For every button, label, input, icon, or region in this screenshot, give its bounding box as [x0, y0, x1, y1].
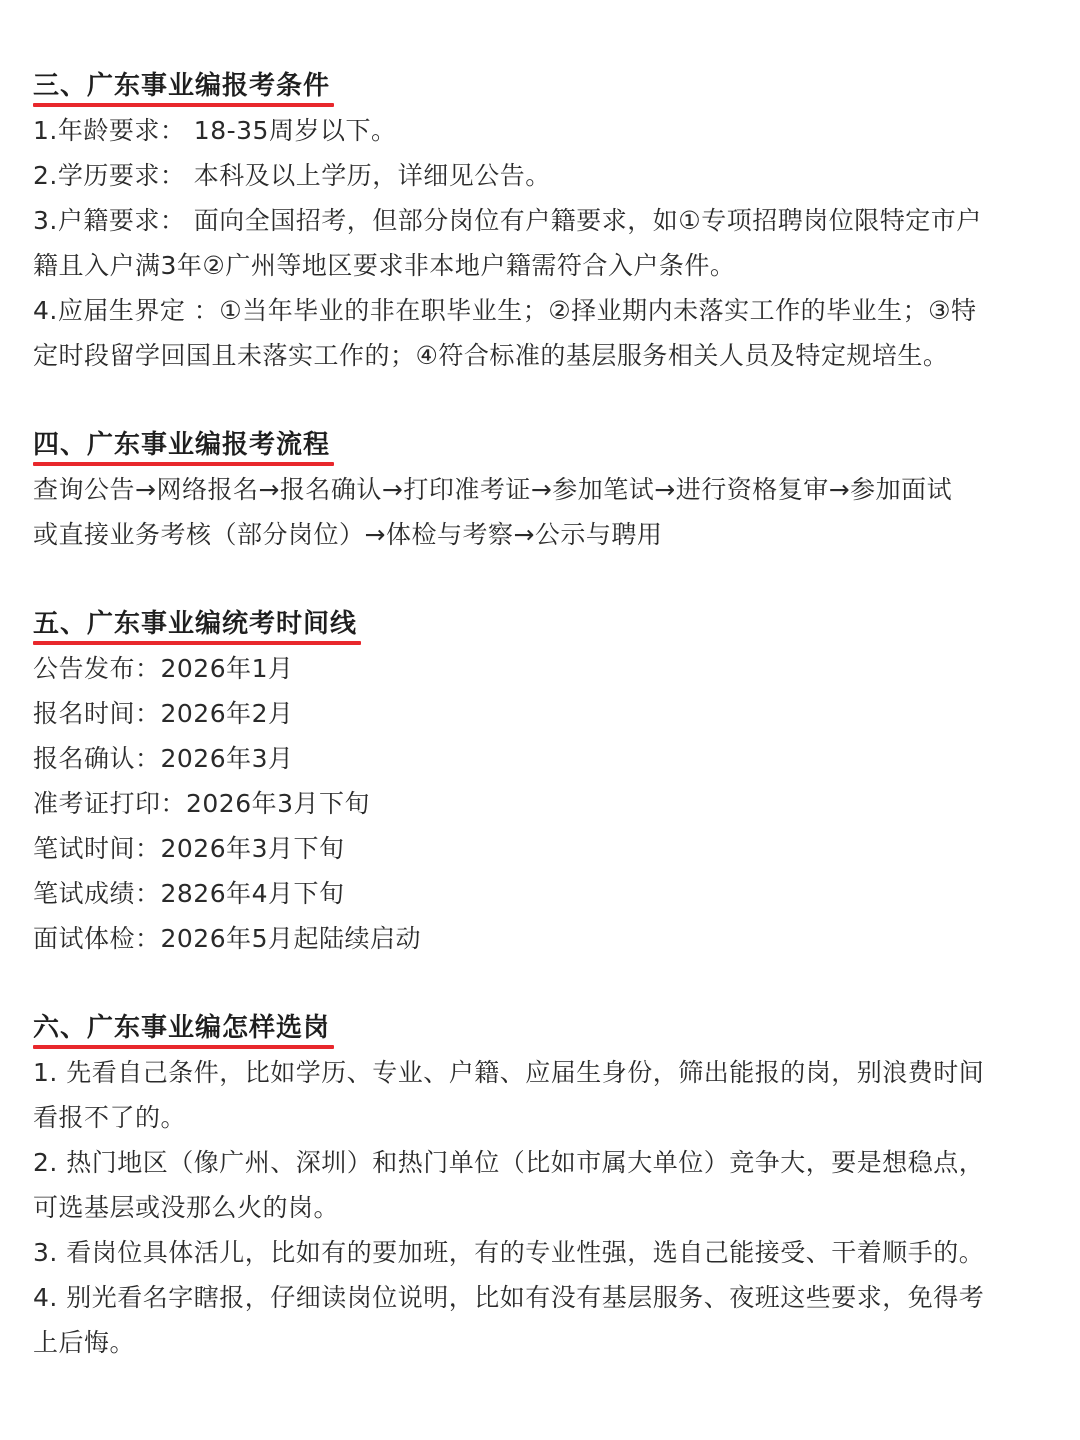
text-line: 4.应届生界定 ：①当年毕业的非在职毕业生；②择业期内未落实工作的毕业生；③特	[33, 296, 977, 325]
section-timeline	[33, 602, 1048, 961]
text-line: 上后悔。	[33, 1328, 136, 1357]
section-title: 六、广东事业编怎样选岗	[33, 1006, 334, 1050]
section-choosing-position	[33, 1006, 1048, 1365]
text-line: 1.年龄要求： 18-35周岁以下。	[33, 116, 397, 145]
text-line: 4. 别光看名字瞎报，仔细读岗位说明，比如有没有基层服务、夜班这些要求，免得考	[33, 1283, 985, 1312]
timeline-item: 笔试成绩：2826年4月下旬	[33, 879, 345, 908]
section-process	[33, 423, 1048, 557]
timeline-item: 准考证打印：2026年3月下旬	[33, 789, 371, 818]
text-line: 看报不了的。	[33, 1103, 187, 1132]
text-line: 2. 热门地区（像广州、深圳）和热门单位（比如市属大单位）竞争大，要是想稳点，	[33, 1148, 985, 1177]
section-title: 五、广东事业编统考时间线	[33, 602, 361, 646]
text-line: 1. 先看自己条件，比如学历、专业、户籍、应届生身份，筛出能报的岗，别浪费时间	[33, 1058, 985, 1087]
text-line: 可选基层或没那么火的岗。	[33, 1193, 340, 1222]
section-spacer	[33, 557, 1048, 602]
text-line: 籍且入户满3年②广州等地区要求非本地户籍需符合入户条件。	[33, 251, 736, 280]
section-spacer	[33, 378, 1048, 423]
section-requirements	[33, 64, 1048, 378]
timeline-item: 面试体检：2026年5月起陆续启动	[33, 924, 422, 953]
text-line: 3. 看岗位具体活儿，比如有的要加班，有的专业性强，选自己能接受、干着顺手的。	[33, 1238, 985, 1267]
section-title: 四、广东事业编报考流程	[33, 423, 334, 467]
timeline-item: 报名确认：2026年3月	[33, 744, 294, 773]
section-title: 三、广东事业编报考条件	[33, 64, 334, 108]
timeline-item: 笔试时间：2026年3月下旬	[33, 834, 345, 863]
timeline-item: 报名时间：2026年2月	[33, 699, 294, 728]
text-line: 3.户籍要求： 面向全国招考，但部分岗位有户籍要求，如①专项招聘岗位限特定市户	[33, 206, 982, 235]
text-line: 定时段留学回国且未落实工作的；④符合标准的基层服务相关人员及特定规培生。	[33, 341, 949, 370]
text-line: 2.学历要求： 本科及以上学历，详细见公告。	[33, 161, 551, 190]
text-line: 查询公告→网络报名→报名确认→打印准考证→参加笔试→进行资格复审→参加面试	[33, 475, 953, 504]
timeline-item: 公告发布：2026年1月	[33, 654, 294, 683]
text-line: 或直接业务考核（部分岗位）→体检与考察→公示与聘用	[33, 520, 663, 549]
section-spacer	[33, 961, 1048, 1006]
